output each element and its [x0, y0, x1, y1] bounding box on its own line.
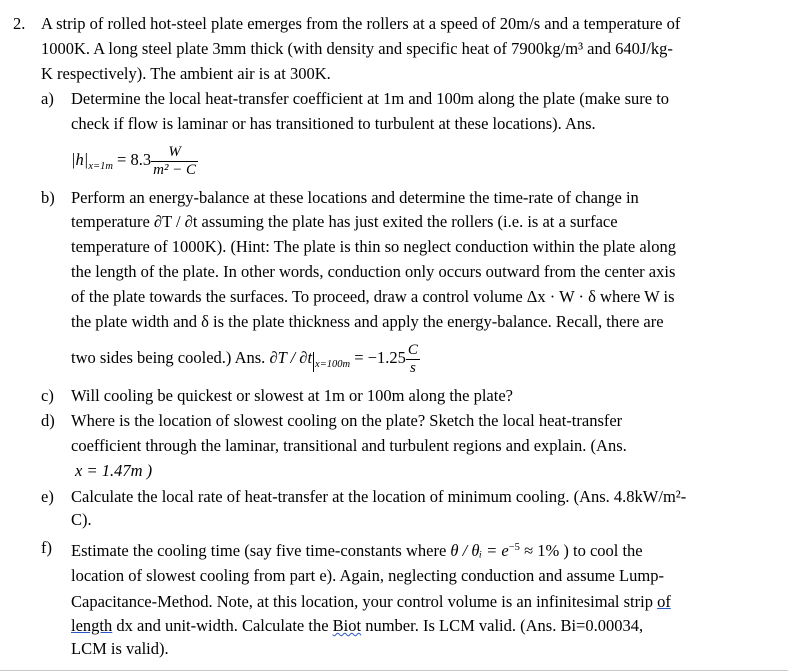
part-c-line-1: Will cooling be quickest or slowest at 1m or 100m along the plate?	[71, 386, 513, 405]
part-d-line-1: Where is the location of slowest cooling on the plate? Sketch the local heat-transfer	[71, 411, 623, 430]
part-f-line-3	[71, 592, 671, 612]
part-a-line-1: Determine the local heat-transfer coefficient at 1m and 100m along the plate (make sure to	[71, 89, 670, 108]
part-b-answer-denominator: s	[406, 359, 420, 377]
part-b-line-5: of the plate towards the surfaces. To proceed, draw a control volume Δx · W · δ where W is	[71, 287, 675, 306]
part-f-line-1-math: θ / θᵢ = e	[450, 541, 509, 560]
part-b-line-4: the length of the plate. In other words, conduction only occurs outward from the center axis	[71, 262, 676, 281]
part-b-answer-sub: x=100m	[315, 359, 351, 370]
part-a-answer-fraction	[151, 144, 198, 179]
part-f-line-3-text: Capacitance-Method. Note, at this location, your control volume is an infinitesimal strip	[71, 592, 653, 611]
part-f-line-4-text-b: dx and unit-width. Calculate the	[112, 616, 333, 635]
part-f-of-word: of	[657, 592, 671, 611]
part-e-line-2: C).	[71, 510, 92, 529]
part-a-answer	[71, 142, 198, 185]
part-a-answer-numerator: W	[168, 143, 181, 160]
problem-number: 2.	[13, 14, 26, 33]
part-d-label: d)	[41, 411, 55, 430]
part-f-line-1-text-a: Estimate the cooling time (say five time-constants where	[71, 541, 451, 560]
part-f-biot-word: Biot	[332, 616, 362, 635]
part-b-last-line: two sides being cooled.) Ans.	[71, 348, 266, 367]
part-f-line-4-text-c: number. Is LCM valid. (Ans. Bi=0.00034,	[361, 616, 644, 635]
part-a-answer-lhs: |h|	[71, 150, 89, 169]
part-b-line-2: temperature ∂T / ∂t assuming the plate has just exited the rollers (i.e. is at a surface	[71, 212, 618, 231]
part-f-label: f)	[41, 538, 52, 557]
part-a-line-2: check if flow is laminar or has transitioned to turbulent at these locations). Ans.	[71, 114, 596, 133]
intro-line-1: A strip of rolled hot-steel plate emerges from the rollers at a speed of 20m/s and a temperature of	[41, 14, 681, 33]
part-f-line-5: LCM is valid).	[71, 639, 169, 658]
part-b-line-6: the plate width and δ is the plate thickness and apply the energy-balance. Recall, there are	[71, 312, 664, 331]
part-f-line-1	[71, 538, 643, 561]
part-f-line-2: location of slowest cooling from part e). Again, neglecting conduction and assume Lump-	[71, 566, 664, 585]
part-e-line-1: Calculate the local rate of heat-transfer at the location of minimum cooling. (Ans. 4.8kW/m²-	[71, 487, 687, 506]
part-b-answer-fraction	[406, 342, 420, 377]
part-d-line-3: x = 1.47m )	[75, 461, 153, 480]
part-e-label: e)	[41, 487, 54, 506]
part-b-label: b)	[41, 188, 55, 207]
part-a-answer-sub: x=1m	[88, 161, 113, 172]
part-d-line-2: coefficient through the laminar, transitional and turbulent regions and explain. (Ans.	[71, 436, 627, 455]
part-b-line-3: temperature of 1000K). (Hint: The plate is thin so neglect conduction within the plate along	[71, 237, 676, 256]
part-f-line-4	[71, 616, 643, 636]
part-f-line-1-exponent: −5	[508, 542, 520, 553]
part-b-answer	[71, 340, 420, 383]
part-a-answer-denominator: m² − C	[153, 161, 197, 178]
part-f-line-1-text-b: ≈ 1% ) to cool the	[519, 541, 643, 560]
part-b-answer-numerator: C	[407, 341, 418, 358]
part-a-label: a)	[41, 89, 54, 108]
part-b-line-1: Perform an energy-balance at these locations and determine the time-rate of change in	[71, 188, 639, 207]
part-b-answer-eq: = −1.25	[354, 348, 406, 367]
evaluation-bar	[313, 352, 314, 372]
intro-line-3: K respectively). The ambient air is at 300K.	[41, 64, 331, 83]
part-a-answer-eq: = 8.3	[117, 150, 152, 169]
intro-line-2: 1000K. A long steel plate 3mm thick (with density and specific heat of 7900kg/m³ and 640J/kg-	[41, 39, 673, 58]
part-b-answer-lhs: ∂T / ∂t	[269, 348, 313, 367]
part-c-label: c)	[41, 386, 54, 405]
part-f-length-word: length	[71, 616, 113, 635]
